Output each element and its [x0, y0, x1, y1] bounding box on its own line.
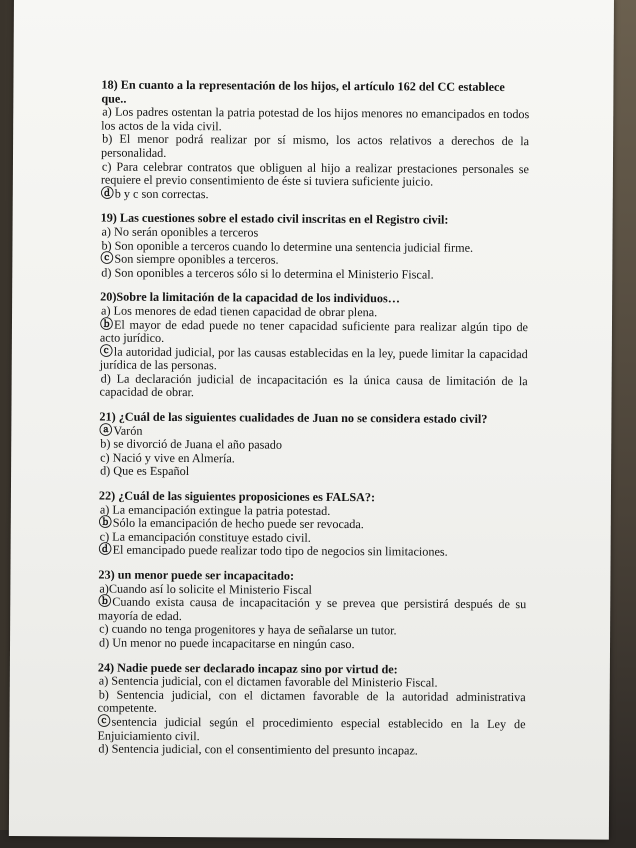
question-title: 22) ¿Cuál de las siguientes proposiciones es FALSA?: [98, 488, 376, 505]
option-d [98, 636, 526, 652]
option-text: b) El menor podrá realizar por sí mismo, los actos relativos a derechos de la personalidad. [100, 131, 530, 160]
question-title: 24) Nadie puede ser declarado incapaz sino por virtud de: [97, 660, 398, 676]
option-text: Varón [113, 423, 143, 438]
answer-mark: ⓑ [98, 514, 112, 530]
question-title: 18) En cuanto a la representación de los hijos, el artículo 162 del CC establece que.. [101, 77, 505, 106]
option-b [100, 318, 528, 348]
option-b [101, 133, 529, 163]
answer-mark: ⓐ [99, 422, 113, 438]
option-text: Son siempre oponibles a terceros. [114, 251, 279, 267]
option-text: a) Los padres ostentan la patria potestad de los hijos menores no emancipados en todos los actos de la vida civil. [101, 104, 530, 134]
option-d [101, 187, 529, 203]
answer-mark: ⓑ [99, 316, 114, 332]
answer-mark: ⓑ [98, 593, 112, 609]
answer-mark: ⓓ [100, 185, 114, 201]
option-text: a) La emancipación extingue la patria potestad. [99, 502, 331, 518]
answer-mark: ⓒ [99, 343, 113, 359]
option-d [98, 541, 527, 560]
question-20 [100, 291, 529, 402]
option-text: d) Sentencia judicial, con el consentimiento del presunto incapaz. [98, 741, 418, 758]
question-21 [99, 411, 527, 482]
question-19 [100, 212, 528, 283]
option-b [98, 593, 527, 626]
question-22 [99, 490, 527, 561]
question-24 [97, 661, 526, 759]
option-text: d) La declaración judicial de incapacitación es la única causa de limitación de la capacidad de obrar. [99, 371, 528, 400]
option-text: El mayor de edad puede no tener capacidad suficiente para realizar algún tipo de acto jurídico. [99, 317, 529, 346]
question-title: 21) ¿Cuál de las siguientes cualidades de Juan no se considera estado civil? [99, 409, 488, 426]
question-title: 19) Las cuestiones sobre el estado civil inscritas en el Registro civil: [100, 210, 449, 228]
answer-mark: ⓒ [100, 250, 114, 266]
question-18 [101, 79, 530, 204]
option-text: c) Nació y vive en Almería. [100, 450, 235, 466]
option-c [97, 715, 525, 745]
answer-mark: ⓒ [97, 713, 111, 729]
option-text: b) Sentencia judicial, con el dictamen favorable de la autoridad administrativa competente. [97, 687, 526, 716]
option-a [101, 106, 529, 136]
option-text: a)Cuando así lo solicite el Ministerio Fiscal [99, 581, 312, 597]
question-title: 20)Sobre la limitación de la capacidad de los individuos… [100, 289, 400, 306]
option-text: b) se divorció de Juana el año pasado [100, 436, 283, 452]
option-text: Sólo la emancipación de hecho puede ser revocada. [112, 515, 364, 532]
option-d [100, 372, 528, 402]
option-text: a) No serán oponibles a terceros [101, 224, 259, 240]
option-text: El emancipado puede realizar todo tipo de negocios sin limitaciones. [112, 543, 448, 560]
option-c [101, 160, 529, 190]
option-text: a) Los menores de edad tienen capacidad de obrar plena. [101, 303, 378, 320]
option-c [100, 345, 528, 375]
option-text: c) Para celebrar contratos que obliguen al hijo a realizar prestaciones personales se requiere el previo consentimiento de éste si tuviera suficiente juicio. [100, 159, 529, 189]
option-d [99, 465, 527, 481]
question-title: 23) un menor puede ser incapacitado: [98, 567, 295, 583]
option-text: d) Que es Español [100, 463, 190, 479]
option-text: b) Son oponible a terceros cuando lo determine una sentencia judicial firme. [101, 238, 474, 255]
option-d [100, 266, 528, 282]
option-text: a) Sentencia judicial, con el dictamen favorable del Ministerio Fiscal. [98, 673, 438, 690]
option-text: Cuando exista causa de incapacitación y se prevea que persistirá después de su mayoría de edad. [98, 594, 527, 623]
option-text: b y c son correctas. [114, 186, 209, 201]
option-text: c) La emancipación constituye estado civil. [99, 529, 311, 545]
exam-paper [9, 0, 614, 840]
option-b [98, 688, 526, 718]
answer-mark: ⓓ [98, 541, 112, 558]
option-text: la autoridad judicial, por las causas establecidas en la ley, puede limitar la capacidad jurídica de las personas. [99, 344, 528, 373]
option-d [97, 743, 525, 759]
question-23 [98, 569, 526, 653]
option-text: d) Son oponibles a terceros sólo si lo determina el Ministerio Fiscal. [101, 265, 434, 282]
option-text: d) Un menor no puede incapacitarse en ningún caso. [98, 635, 355, 652]
option-text: c) cuando no tenga progenitores y haya de señalarse un tutor. [99, 621, 397, 638]
option-text: sentencia judicial según el procedimiento especial establecido en la Ley de Enjuiciamiento civil. [97, 714, 526, 743]
question-list [97, 79, 529, 770]
